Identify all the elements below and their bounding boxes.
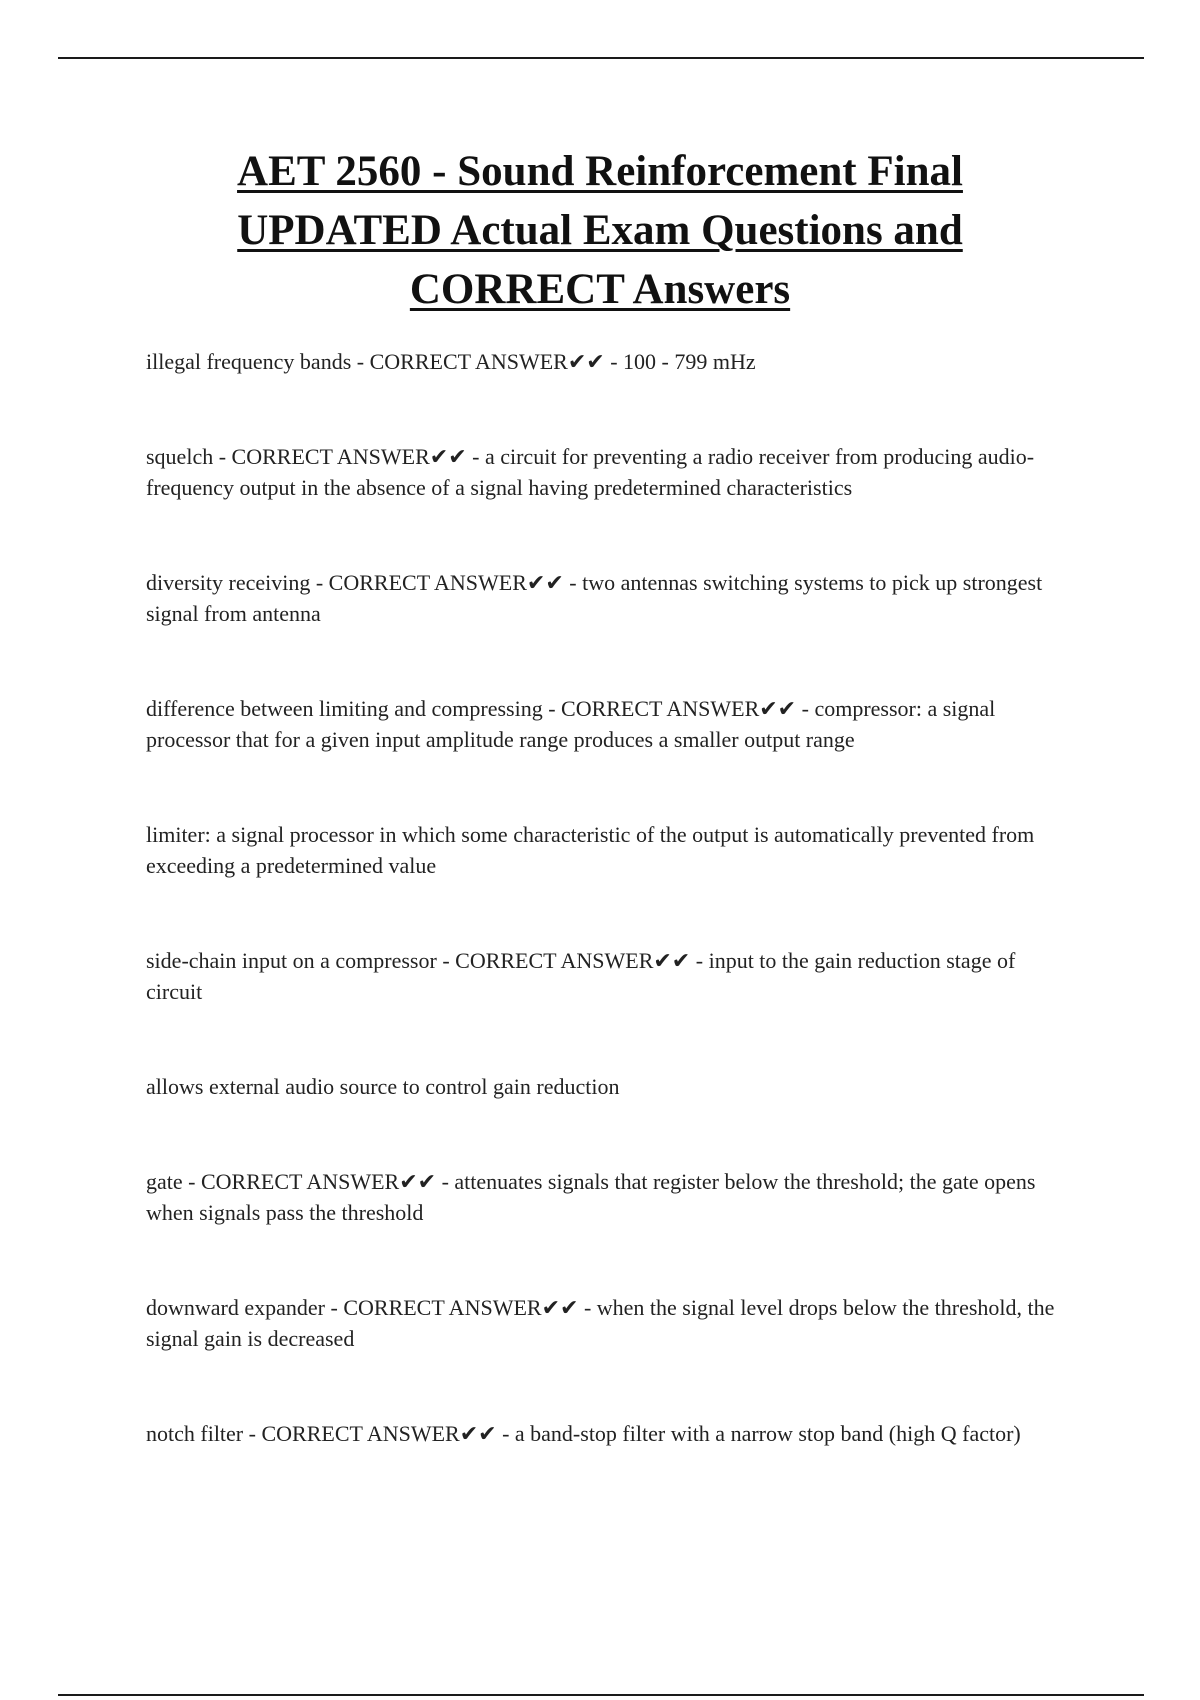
qa-entry-illegal-frequency-bands: illegal frequency bands - CORRECT ANSWER✔✔ - 100 - 799 mHz xyxy=(146,349,756,374)
entry-answer: input to the gain reduction stage of circuit xyxy=(146,948,1016,1004)
title-line-2: UPDATED Actual Exam Questions and xyxy=(237,207,963,254)
qa-entry-side-chain-input: side-chain input on a compressor - CORRECT ANSWER✔✔ - input to the gain reduction stage of circuit xyxy=(146,948,1016,1004)
answer-marker: CORRECT ANSWER✔✔ xyxy=(455,948,691,973)
answer-marker: CORRECT ANSWER✔✔ xyxy=(561,696,797,721)
qa-entry-limiting-vs-compressing: difference between limiting and compressing - CORRECT ANSWER✔✔ - compressor: a signal processor that for a given input amplitude range produces a smaller output range xyxy=(146,696,996,752)
entry-term: notch filter xyxy=(146,1421,244,1446)
qa-entry-gate: gate - CORRECT ANSWER✔✔ - attenuates signals that register below the threshold; the gate opens when signals pass the threshold xyxy=(146,1169,1036,1225)
entry-term: diversity receiving xyxy=(146,570,311,595)
entry-term: side-chain input on a compressor xyxy=(146,948,437,973)
title-line-1: AET 2560 - Sound Reinforcement Final xyxy=(237,148,963,195)
entry-answer: a circuit for preventing a radio receiver from producing audio-frequency output in the absence of a signal having predetermined characteristics xyxy=(146,444,1035,500)
answer-marker: CORRECT ANSWER✔✔ xyxy=(200,1169,437,1194)
qa-entry-limiter-continuation xyxy=(146,819,1066,881)
entry-term: downward expander xyxy=(146,1295,325,1320)
qa-entry-squelch: squelch - CORRECT ANSWER✔✔ - a circuit for preventing a radio receiver from producing audio-frequency output in the absence of a signal having predetermined characteristics xyxy=(146,444,1035,500)
entry-answer: a band-stop filter with a narrow stop band (high Q factor) xyxy=(514,1421,1021,1446)
entry-term: squelch xyxy=(146,444,214,469)
qa-entry-diversity-receiving: diversity receiving - CORRECT ANSWER✔✔ - two antennas switching systems to pick up strongest signal from antenna xyxy=(146,570,1043,626)
entry-term: gate xyxy=(146,1169,183,1194)
answer-marker: CORRECT ANSWER✔✔ xyxy=(261,1421,497,1446)
qa-entry-downward-expander: downward expander - CORRECT ANSWER✔✔ - when the signal level drops below the threshold, the signal gain is decreased xyxy=(146,1295,1055,1351)
qa-entry-side-chain-continuation xyxy=(146,1071,1066,1102)
answer-marker: CORRECT ANSWER✔✔ xyxy=(369,349,605,374)
document-title xyxy=(100,142,1100,319)
title-line-3: CORRECT Answers xyxy=(409,266,791,313)
entry-answer: 100 - 799 mHz xyxy=(623,349,756,374)
entry-term: difference between limiting and compressing xyxy=(146,696,543,721)
entry-term: illegal frequency bands xyxy=(146,349,352,374)
answer-marker: CORRECT ANSWER✔✔ xyxy=(231,444,467,469)
entry-text: allows external audio source to control gain reduction xyxy=(146,1074,620,1099)
answer-marker: CORRECT ANSWER✔✔ xyxy=(328,570,564,595)
qa-list xyxy=(146,346,1066,1449)
entry-answer: compressor: a signal processor that for a given input amplitude range produces a smaller output range xyxy=(146,696,996,752)
answer-marker: CORRECT ANSWER✔✔ xyxy=(343,1295,579,1320)
entry-answer: when the signal level drops below the threshold, the signal gain is decreased xyxy=(146,1295,1055,1351)
footer-rule xyxy=(58,1694,1144,1696)
entry-answer: two antennas switching systems to pick up strongest signal from antenna xyxy=(146,570,1043,626)
entry-text: limiter: a signal processor in which some characteristic of the output is automatically prevented from exceeding a predetermined value xyxy=(146,822,1035,878)
entry-answer: attenuates signals that register below the threshold; the gate opens when signals pass the threshold xyxy=(146,1169,1036,1225)
qa-entry-notch-filter: notch filter - CORRECT ANSWER✔✔ - a band-stop filter with a narrow stop band (high Q factor) xyxy=(146,1421,1021,1446)
header-rule xyxy=(58,57,1144,59)
